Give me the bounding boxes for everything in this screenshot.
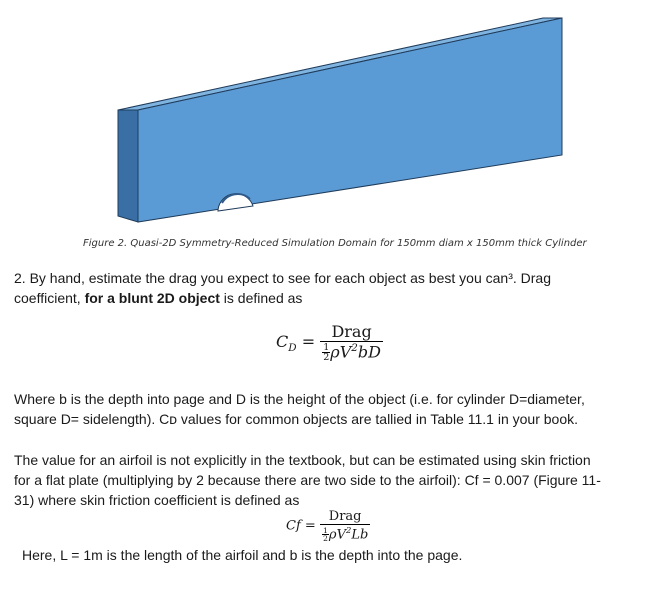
eq2-lhs: Cf bbox=[286, 518, 301, 534]
para4-line-1: Here, L = 1m is the length of the airfoil and b is the depth into the page. bbox=[22, 547, 463, 563]
question-line-2 bbox=[14, 288, 302, 308]
eq1-fraction bbox=[320, 322, 383, 363]
eq2-den-b: Lb bbox=[351, 527, 369, 543]
eq1-lhs-sub: D bbox=[288, 342, 297, 355]
para2-line-2: square D= sidelength). Cᴅ values for common objects are tallied in Table 11.1 in your book. bbox=[14, 411, 579, 427]
question-line-1: 2. By hand, estimate the drag you expect to see for each object as best you can³. Drag bbox=[14, 270, 551, 286]
drag-coefficient-equation bbox=[276, 322, 383, 363]
domain-side-face bbox=[118, 110, 138, 222]
eq2-numerator: Drag bbox=[328, 509, 362, 524]
para3-line-3: 31) where skin friction coefficient is defined as bbox=[14, 492, 300, 508]
question-line-2-pre: coefficient, bbox=[14, 290, 85, 306]
para2-line-1: Where b is the depth into page and D is the height of the object (i.e. for cylinder D=diameter, bbox=[14, 391, 585, 407]
question-line-2-bold: for a blunt 2D object bbox=[84, 290, 220, 306]
eq1-numerator: Drag bbox=[331, 322, 372, 341]
eq2-den-a: ρV bbox=[328, 527, 346, 543]
skin-friction-equation bbox=[286, 509, 370, 543]
eq2-half: $\frac{1}{2}$ bbox=[322, 525, 328, 544]
para3-line-1: The value for an airfoil is not explicitly in the textbook, but can be estimated using skin friction bbox=[14, 452, 591, 468]
simulation-domain-figure bbox=[0, 0, 666, 230]
eq1-den-b: bD bbox=[357, 342, 381, 362]
eq2-equals: = bbox=[304, 518, 316, 534]
question-line-2-post: is defined as bbox=[219, 290, 303, 306]
eq2-fraction bbox=[320, 509, 370, 543]
figure-caption: Figure 2. Quasi-2D Symmetry-Reduced Simulation Domain for 150mm diam x 150mm thick Cylinder bbox=[83, 238, 587, 249]
domain-front-face bbox=[138, 18, 562, 222]
eq1-lhs: C bbox=[276, 331, 289, 351]
para3-line-2: for a flat plate (multiplying by 2 because there are two side to the airfoil): Cf = 0.007 (Figure 11- bbox=[14, 472, 601, 488]
eq1-equals: = bbox=[301, 331, 316, 351]
eq1-half: $\frac{1}{2}$ bbox=[323, 341, 330, 364]
eq1-denominator: $\frac{1}{2}$ $\rho V^2bD$ bbox=[320, 341, 383, 363]
eq1-den-a: ρV bbox=[330, 342, 352, 362]
eq2-denominator: $\frac{1}{2}$ $\rho V^2Lb$ bbox=[320, 524, 370, 543]
